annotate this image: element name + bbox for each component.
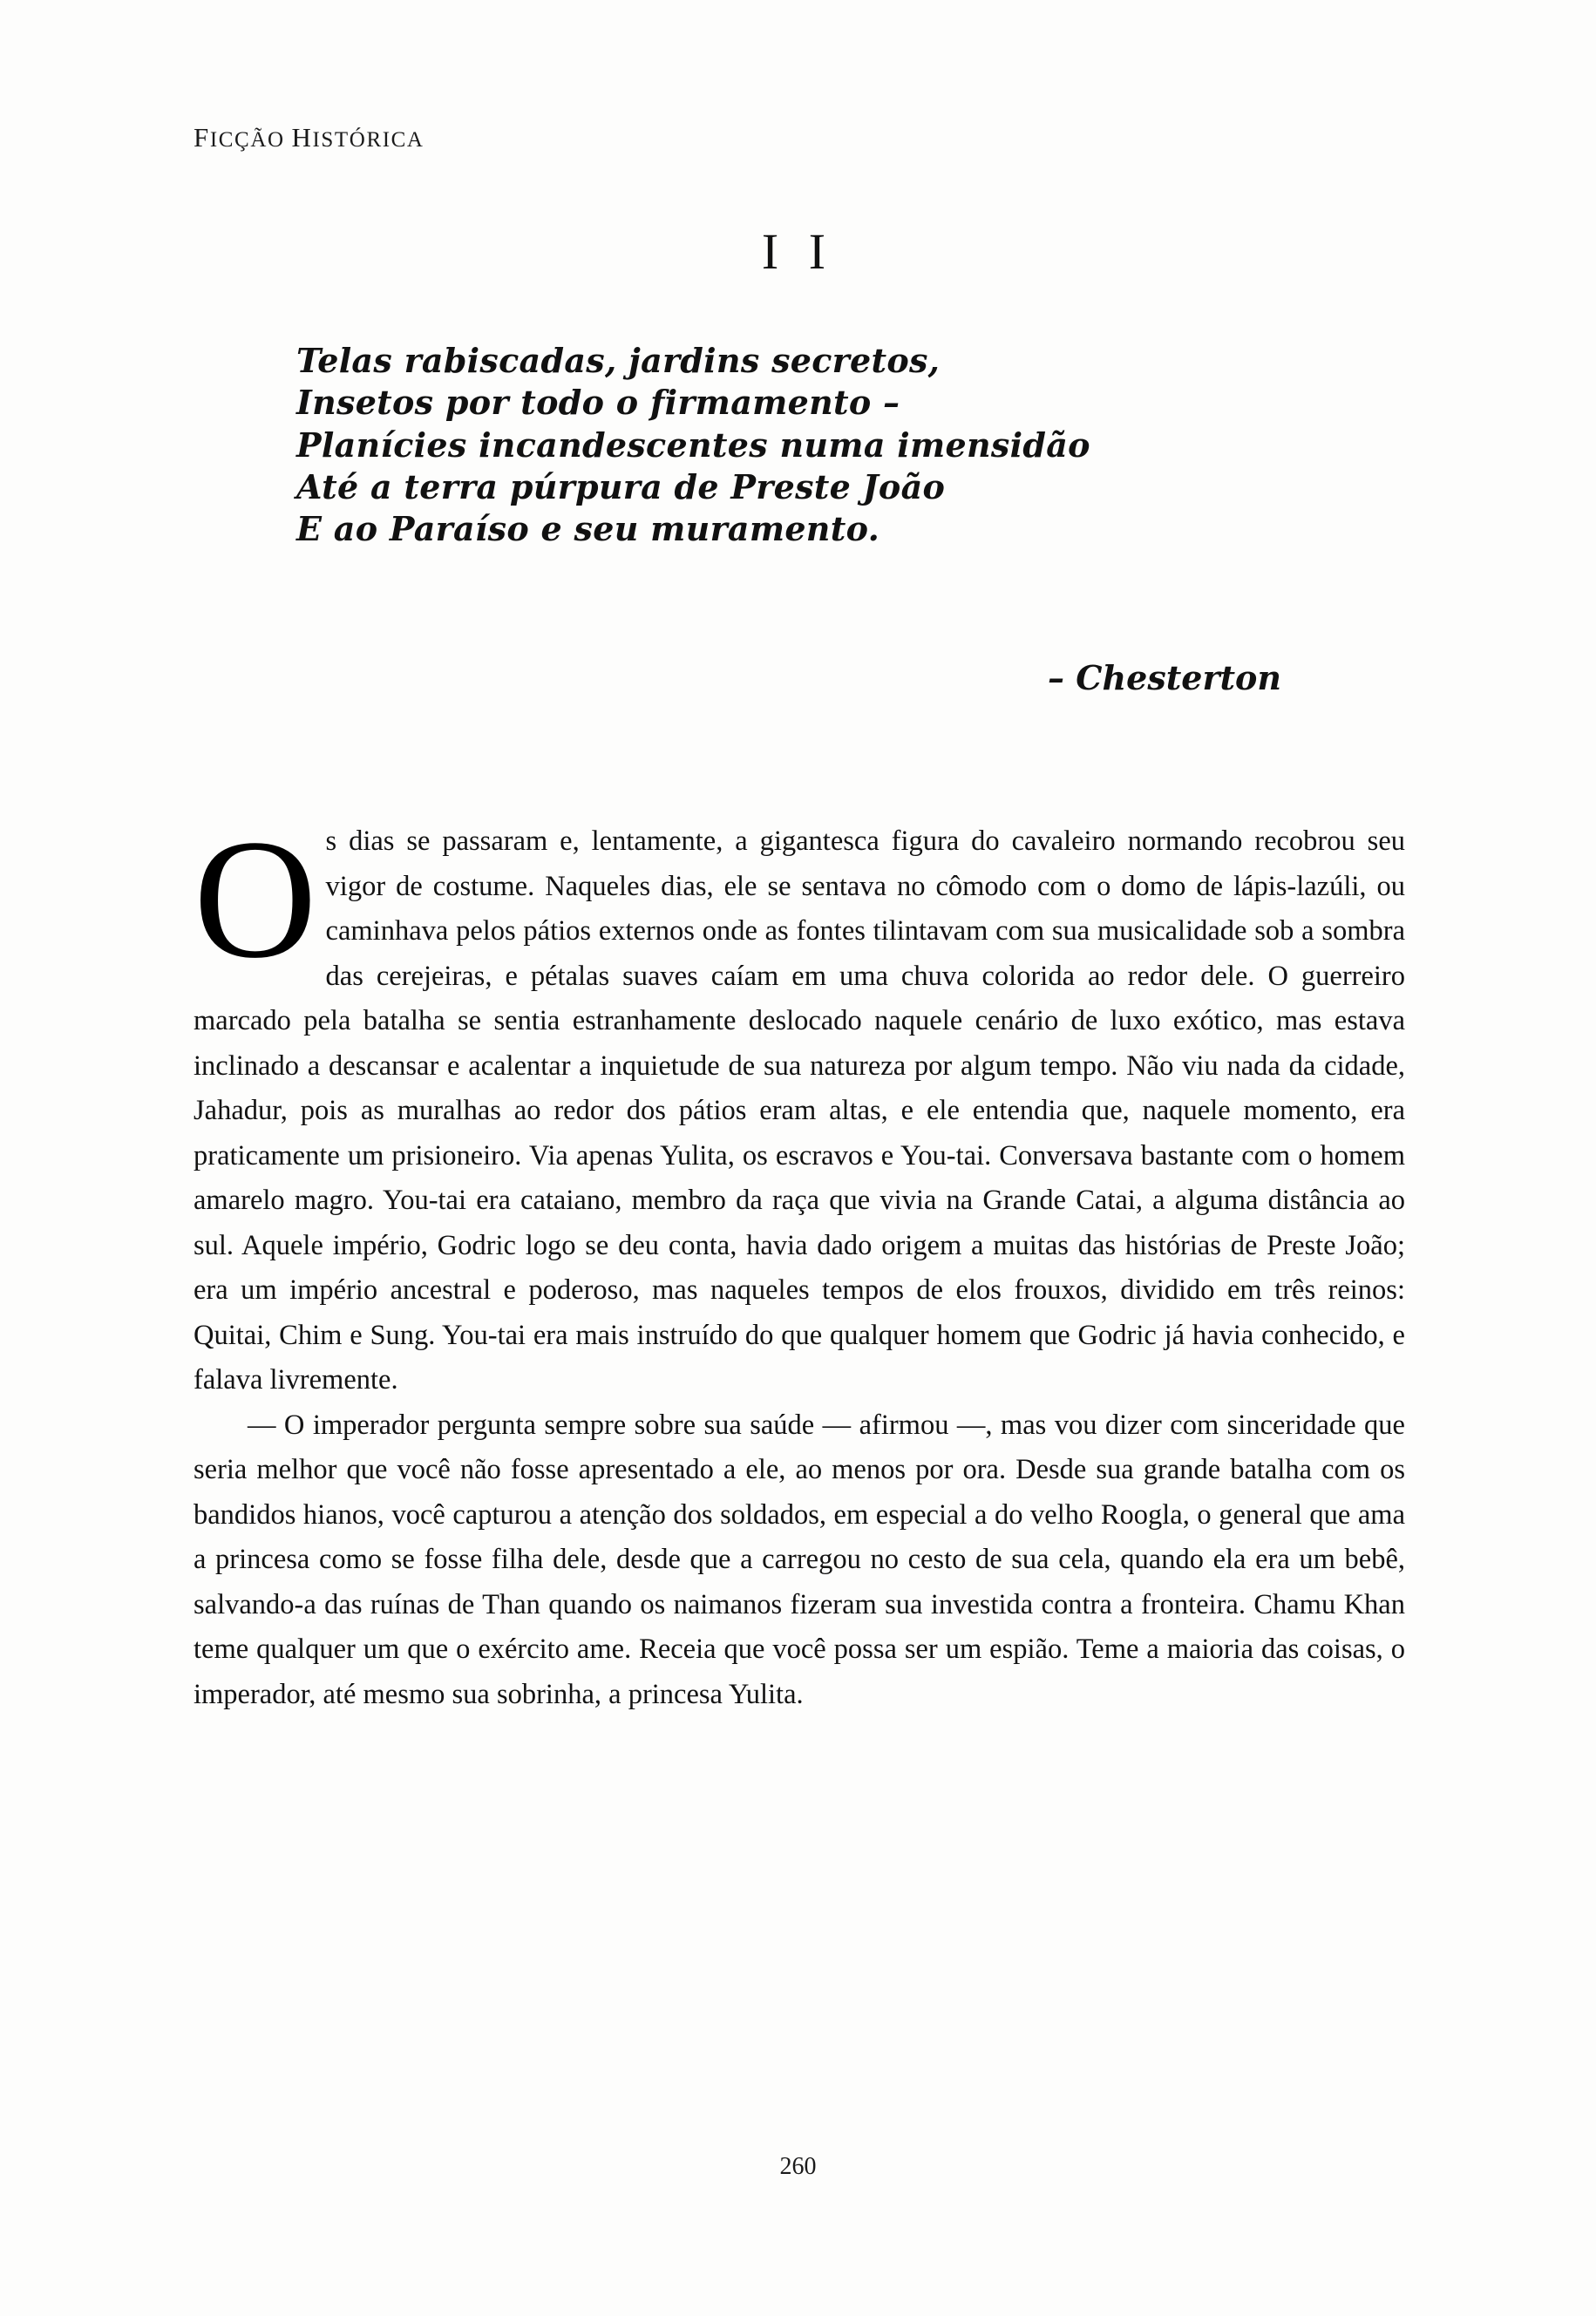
paragraph-dialogue: — O imperador pergunta sempre sobre sua saúde — afirmou —, mas vou dizer com sinceridade que seria melhor que você não fosse apresentado a ele, ao menos por ora. Desde sua grande batalha com os bandidos hianos, você capturou a atenção dos soldados, em especial a do velho Roogla, o general que ama a princesa como se fosse filha dele, desde que a carregou no cesto de sua cela, quando ela era um bebê, salvando-a das ruínas de Than quando os naimanos fizeram sua investida contra a fronteira. Chamu Khan teme qualquer um que o exército ame. Receia que você possa ser um espião. Teme a maioria das coisas, o imperador, até mesmo sua sobrinha, a princesa Yulita. — [194, 1409, 1405, 1710]
running-head: FICÇÃO HISTÓRICA — [194, 122, 424, 153]
paragraph-first-text: s dias se passaram e, lentamente, a gigantesca figura do cavaleiro normando recobrou seu vigor de costume. Naqueles dias, ele se sentava no cômodo com o domo de lápis-lazúli, ou caminhava pelos pátios externos onde as fontes tilintavam com sua musicalidade sob a sombra das cerejeiras, e pétalas suaves caíam em uma chuva colorida ao redor dele. O guerreiro marcado pela batalha se sentia estranhamente deslocado naquele cenário de luxo exótico, mas estava inclinado a descansar e acalentar a inquietude de sua natureza por algum tempo. Não viu nada da cidade, Jahadur, pois as muralhas ao redor dos pátios eram altas, e ele entendia que, naquele momento, era praticamente um prisioneiro. Via apenas Yulita, os escravos e You-tai. Conversava bastante com o homem amarelo magro. You-tai era cataiano, membro da raça que vivia na Grande Catai, a alguma distância ao sul. Aquele império, Godric logo se deu conta, havia dado origem a muitas das histórias de Preste João; era um império ancestral e poderoso, mas naqueles tempos de elos frouxos, dividido em três reinos: Quitai, Chim e Sung. You-tai era mais instruído do que qualquer homem que Godric já havia conhecido, e falava livremente. — [194, 825, 1405, 1396]
paragraph-first — [194, 805, 1405, 1403]
drop-cap: O — [194, 805, 317, 994]
epigraph-line: Telas rabiscadas, jardins secretos, — [296, 341, 941, 380]
epigraph-poem — [296, 340, 1281, 550]
epigraph-line: Insetos por todo o firmamento – — [296, 383, 900, 423]
epigraph-attribution: – Chesterton — [1048, 658, 1281, 697]
body-text — [194, 805, 1405, 1717]
chapter-number: I I — [761, 223, 835, 280]
epigraph-line: Planícies incandescentes numa imensidão — [296, 424, 1090, 465]
epigraph-line: E ao Paraíso e seu muramento. — [296, 509, 880, 548]
epigraph-line: Até a terra púrpura de Preste João — [296, 466, 946, 506]
page-number: 260 — [779, 2153, 817, 2180]
